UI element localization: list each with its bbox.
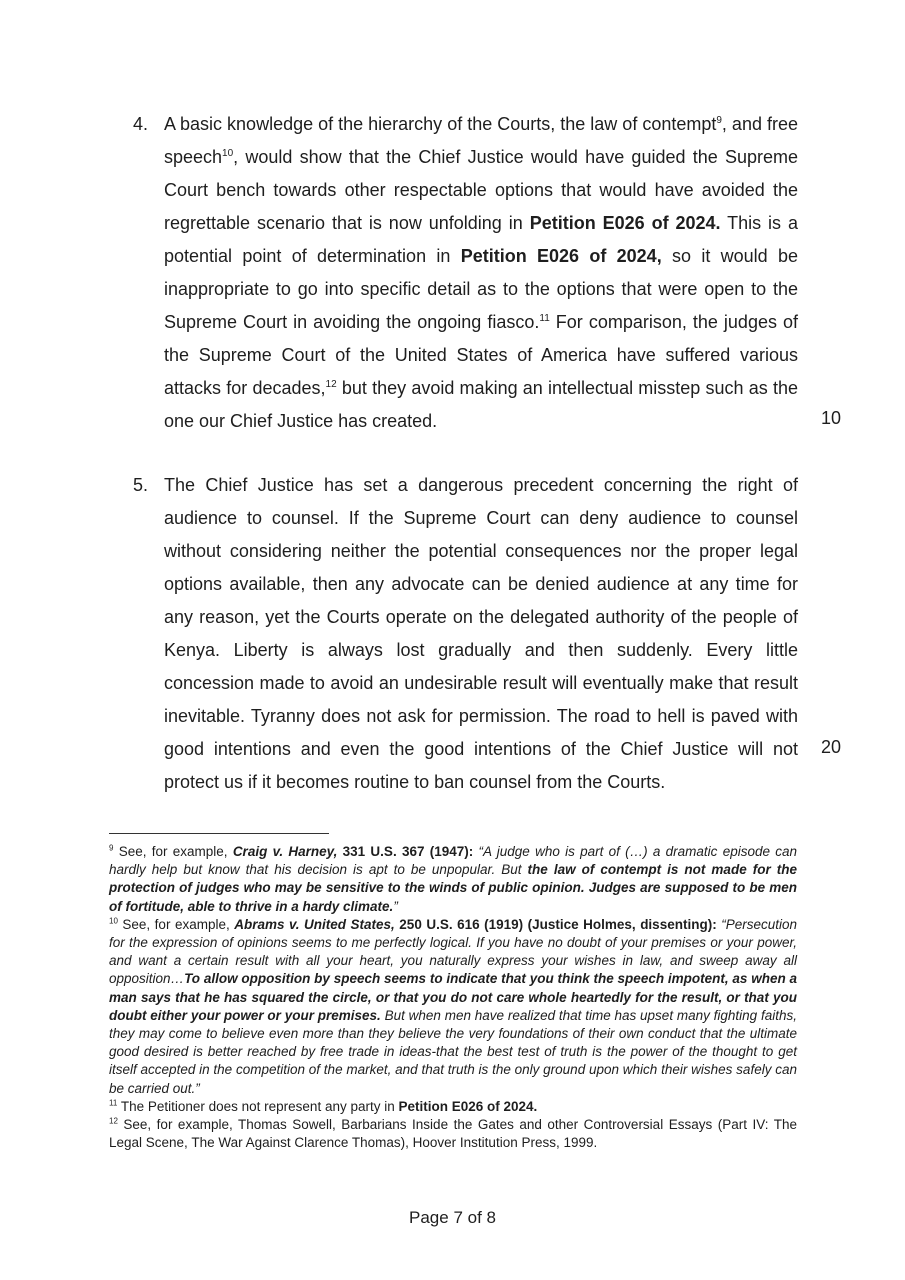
- footnote-ref: 9: [716, 115, 722, 126]
- text-run: See, for example, Thomas Sowell, Barbarians Inside the Gates and other Controversial Essays (Part IV: The Legal Scene, The War Against Clarence Thomas), Hoover Institution Press, 1999.: [109, 1117, 797, 1151]
- page-number: Page 7 of 8: [409, 1208, 496, 1227]
- paragraph-number: 5.: [133, 475, 149, 495]
- text-run: For comparison, the judges of the Supreme Court of the United States of America have suffered various attacks for decades,: [164, 312, 799, 398]
- text-run: 331 U.S. 367 (1947):: [337, 844, 479, 859]
- text-run: Petition E026 of 2024,: [460, 246, 662, 266]
- text-run: , and free speech: [164, 114, 798, 167]
- text-run: The Petitioner does not represent any party in: [117, 1098, 399, 1114]
- text-run: The Chief Justice has set a dangerous precedent concerning the right of audience to counsel. If the Supreme Court can deny audience to counsel without considering neither the potential consequences nor the proper legal options available, then any advocate can be denied audience at any time for any reason, yet the Courts operate on the delegated authority of the people of Kenya. Liberty is always lost gradually and then suddenly. Every little concession made to avoid an undesirable result will eventually make that result inevitable. Tyranny does not ask for permission. The road to hell is paved with good intentions and even the good intentions of the Chief Justice will not protect us if it becomes routine to ban counsel from the Courts.: [164, 475, 798, 792]
- footnote-11: [109, 1098, 797, 1116]
- footnote-ref: 10: [109, 916, 118, 926]
- footnote-ref: 11: [109, 1098, 118, 1108]
- text-run: 250 U.S. 616 (1919) (Justice Holmes, dissenting):: [394, 916, 722, 932]
- text-run: “A judge who is part of (…) a dramatic episode can hardly help but know that his decision is apt to be unpopular. But: [109, 844, 798, 878]
- text-run: Abrams v. United States,: [234, 916, 395, 932]
- text-run: the law of contempt is not made for the protection of judges who may be sensitive to the winds of public opinion. Judges are supposed to be men of fortitude, able to thrive in a hardy climate.: [109, 862, 797, 914]
- text-run: , would show that the Chief Justice would have guided the Supreme Court bench towards other respectable options that would have avoided the regrettable scenario that is now unfolding in: [164, 147, 798, 233]
- text-run: Petition E026 of 2024.: [529, 213, 721, 233]
- text-run: but they avoid making an intellectual misstep such as the one our Chief Justice has created.: [164, 378, 798, 431]
- paragraph-body: [164, 108, 798, 438]
- paragraph-number: 4.: [133, 114, 149, 134]
- footnote-ref: 12: [109, 1116, 118, 1126]
- text-run: so it would be inappropriate to go into specific detail as to the options that were open to the Supreme Court in avoiding the ongoing fiasco.: [164, 246, 798, 332]
- text-run: To allow opposition by speech seems to indicate that you think the speech impotent, as when a man says that he has squared the circle, or that you do not care whole heartedly for the result, or that you doubt either your power or your premises.: [109, 971, 797, 1023]
- footnote-ref: 10: [222, 148, 234, 159]
- line-number-20: 20: [821, 737, 842, 757]
- text-run: See, for example,: [113, 844, 233, 859]
- paragraph-body: [164, 469, 798, 799]
- text-run: But when men have realized that time has upset many fighting faiths, they may come to believe even more than they believe the very foundations of their own conduct that the ultimate good desired is better reached by free trade in ideas-that the best test of truth is the power of the thought to get itself accepted in the competition of the market, and that truth is the only ground upon which their wishes safely can be carried out.”: [109, 1007, 797, 1096]
- text-run: See, for example,: [117, 916, 235, 932]
- footnotes: [109, 843, 797, 1152]
- text-run: Petition E026 of 2024.: [398, 1098, 538, 1114]
- footnote-ref: 11: [539, 313, 550, 324]
- text-run: A basic knowledge of the hierarchy of the Courts, the law of contempt: [164, 114, 717, 134]
- paragraph-5: [133, 469, 798, 799]
- text-run: Craig v. Harney,: [232, 844, 338, 859]
- footnote-ref: 9: [109, 843, 114, 853]
- footnote-12: [109, 1116, 797, 1152]
- footnote-10: [109, 916, 797, 1098]
- line-number-10: 10: [821, 408, 842, 428]
- footnote-separator: [109, 833, 329, 834]
- text-run: “Persecution for the expression of opinions seems to me perfectly logical. If you have no doubt of your premises or your power, and want a certain result with all your heart, you naturally express your wishes in law, and sweep away all opposition…: [109, 916, 797, 987]
- footnote-ref: 12: [325, 379, 337, 390]
- paragraph-4: [133, 108, 798, 438]
- text-run: This is a potential point of determination in: [164, 213, 798, 266]
- text-run: ”: [393, 898, 398, 914]
- footnote-9: [109, 843, 797, 916]
